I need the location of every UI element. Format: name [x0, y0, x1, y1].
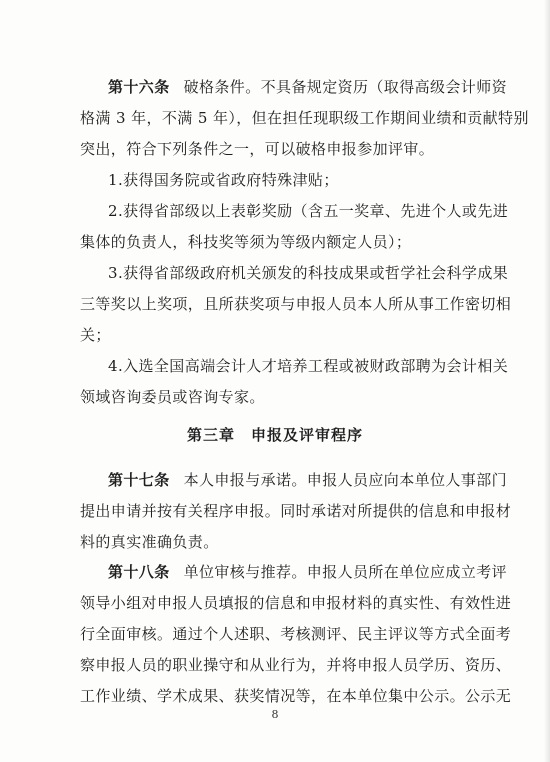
article-16-item-2-line-2: 集体的负责人，科技奖等须为等级内额定人员）； [80, 233, 412, 251]
article-16-text-line-1: 破格条件。不具备规定资历（取得高级会计师资 [183, 78, 508, 96]
article-16-first-line [108, 77, 507, 97]
article-16-item-4-line-2: 领域咨询委员或咨询专家。 [80, 388, 265, 406]
article-16-text-line-2: 格满 3 年，不满 5 年），但在担任现职级工作期间业绩和贡献特别 [80, 109, 529, 127]
article-17-text-line-3: 料的真实准确负责。 [80, 533, 219, 551]
article-16-item-3-line-1: 3.获得省部级政府机关颁发的科技成果或哲学社会科学成果 [108, 264, 509, 282]
article-18-text-line-5: 工作业绩、学术成果、获奖情况等，在本单位集中公示。公示无 [80, 687, 512, 705]
chapter-heading: 第三章 申报及评审程序 [186, 426, 363, 444]
article-16-text-line-3: 突出，符合下列条件之一，可以破格申报参加评审。 [80, 140, 435, 158]
article-17-text-line-1: 本人申报与承诺。申报人员应向本单位人事部门 [183, 471, 508, 489]
article-18-first-line [108, 562, 507, 582]
article-16-heading: 第十六条 [108, 78, 170, 96]
article-16-item-1: 1.获得国务院或省政府特殊津贴； [108, 171, 339, 189]
article-16-item-2-line-1: 2.获得省部级以上表彰奖励（含五一奖章、先进个人或先进 [108, 202, 509, 220]
article-18-text-line-1: 单位审核与推荐。申报人员所在单位应成立考评 [183, 563, 508, 581]
article-18-text-line-2: 领导小组对申报人员填报的信息和申报材料的真实性、有效性进 [80, 594, 512, 612]
article-17-heading: 第十七条 [108, 471, 170, 489]
article-16-item-4-line-1: 4.入选全国高端会计人才培养工程或被财政部聘为会计相关 [108, 357, 509, 375]
article-16-item-3-line-3: 关； [80, 326, 111, 344]
scan-edge-shadow [544, 0, 550, 762]
article-18-heading: 第十八条 [108, 563, 170, 581]
article-16-item-3-line-2: 三等奖以上奖项，且所获奖项与申报人员本人所从事工作密切相 [80, 295, 512, 313]
article-18-text-line-3: 行全面审核。通过个人述职、考核测评、民主评议等方式全面考 [80, 625, 512, 643]
page-number: 8 [271, 708, 279, 721]
article-18-text-line-4: 察申报人员的职业操守和从业行为，并将申报人员学历、资历、 [80, 656, 512, 674]
article-17-text-line-2: 提出申请并按有关程序申报。同时承诺对所提供的信息和申报材 [80, 502, 512, 520]
article-17-first-line [108, 470, 507, 490]
